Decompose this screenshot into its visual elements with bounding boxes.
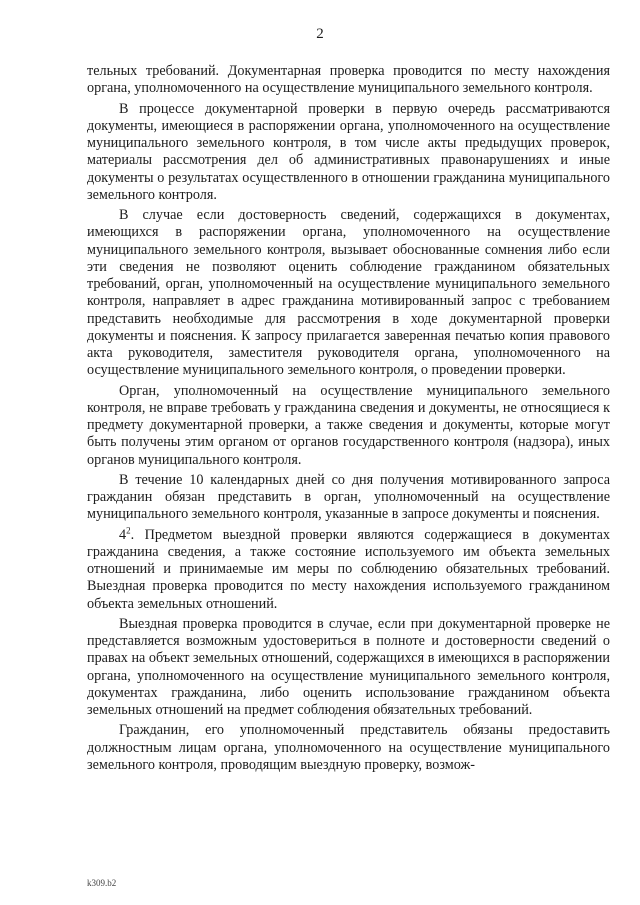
- paragraph-continuation: тельных требований. Документарная проверка проводится по месту нахождения органа, уполномоченного на осуществление муниципального земельного контроля.: [87, 63, 610, 97]
- document-body: [87, 63, 610, 777]
- paragraph-citizen-obligations: Гражданин, его уполномоченный представитель обязаны предоставить должностным лицам органа, уполномоченного на осуществление муниципального земельного контроля, проводящим выездную проверку, возмож-: [87, 722, 610, 773]
- clause-text: . Предметом выездной проверки являются содержащиеся в документах гражданина сведения, а также состояние используемого им объекта земельных отношений и принимаемые им меры по соблюдению обязательных требований. Выездная проверка проводится по месту нахождения используемого гражданином объекта земельных отношений.: [87, 526, 610, 612]
- footer-code: k309.b2: [87, 878, 117, 888]
- paragraph-field-inspection-subject: [87, 524, 610, 613]
- clause-superscript: 2: [126, 524, 131, 535]
- paragraph-field-inspection-conditions: Выездная проверка проводится в случае, если при документарной проверке не представляется возможным удостовериться в полноте и достоверности сведений о правах на объект земельных отношений, содержащихся в имеющихся в распоряжении органа, уполномоченного на осуществление муниципального земельного контроля, документах гражданина, либо оценить использование гражданином объекта земельных отношений на предмет соблюдения обязательных требований.: [87, 615, 610, 718]
- paragraph-authority-limits: Орган, уполномоченный на осуществление муниципального земельного контроля, не вправе требовать у гражданина сведения и документы, не относящиеся к предмету документарной проверки, а также сведения и документы, которые могут быть получены этим органом от органов государственного контроля (надзора), иных органов муниципального контроля.: [87, 382, 610, 468]
- clause-number: 4: [119, 526, 127, 543]
- paragraph-response-deadline: В течение 10 календарных дней со дня получения мотивированного запроса гражданин обязан представить в орган, уполномоченный на осуществление муниципального земельного контроля, указанные в запросе документы и пояснения.: [87, 471, 610, 523]
- paragraph-reliability-request: В случае если достоверность сведений, содержащихся в документах, имеющихся в распоряжении органа, уполномоченного на осуществление муниципального земельного контроля, вызывает обоснованные сомнения либо если эти сведения не позволяют оценить соблюдение гражданином обязательных требований, орган, уполномоченный на осуществление муниципального земельного контроля, направляет в адрес гражданина мотивированный запрос с требованием представить необходимые для рассмотрения в ходе документарной проверки документы и пояснения. К запросу прилагается заверенная печатью копия правового акта руководителя, заместителя руководителя органа, уполномоченного на осуществление муниципального земельного контроля, о проведении проверки.: [87, 207, 610, 379]
- paragraph-documentary-review: В процессе документарной проверки в первую очередь рассматриваются документы, имеющиеся в распоряжении органа, уполномоченного на осуществление муниципального земельного контроля, в том числе акты предыдущих проверок, материалы рассмотрения дел об административных правонарушениях и иные документы о результатах осуществленного в отношении гражданина муниципального земельного контроля.: [87, 100, 610, 203]
- page-number: 2: [316, 26, 324, 42]
